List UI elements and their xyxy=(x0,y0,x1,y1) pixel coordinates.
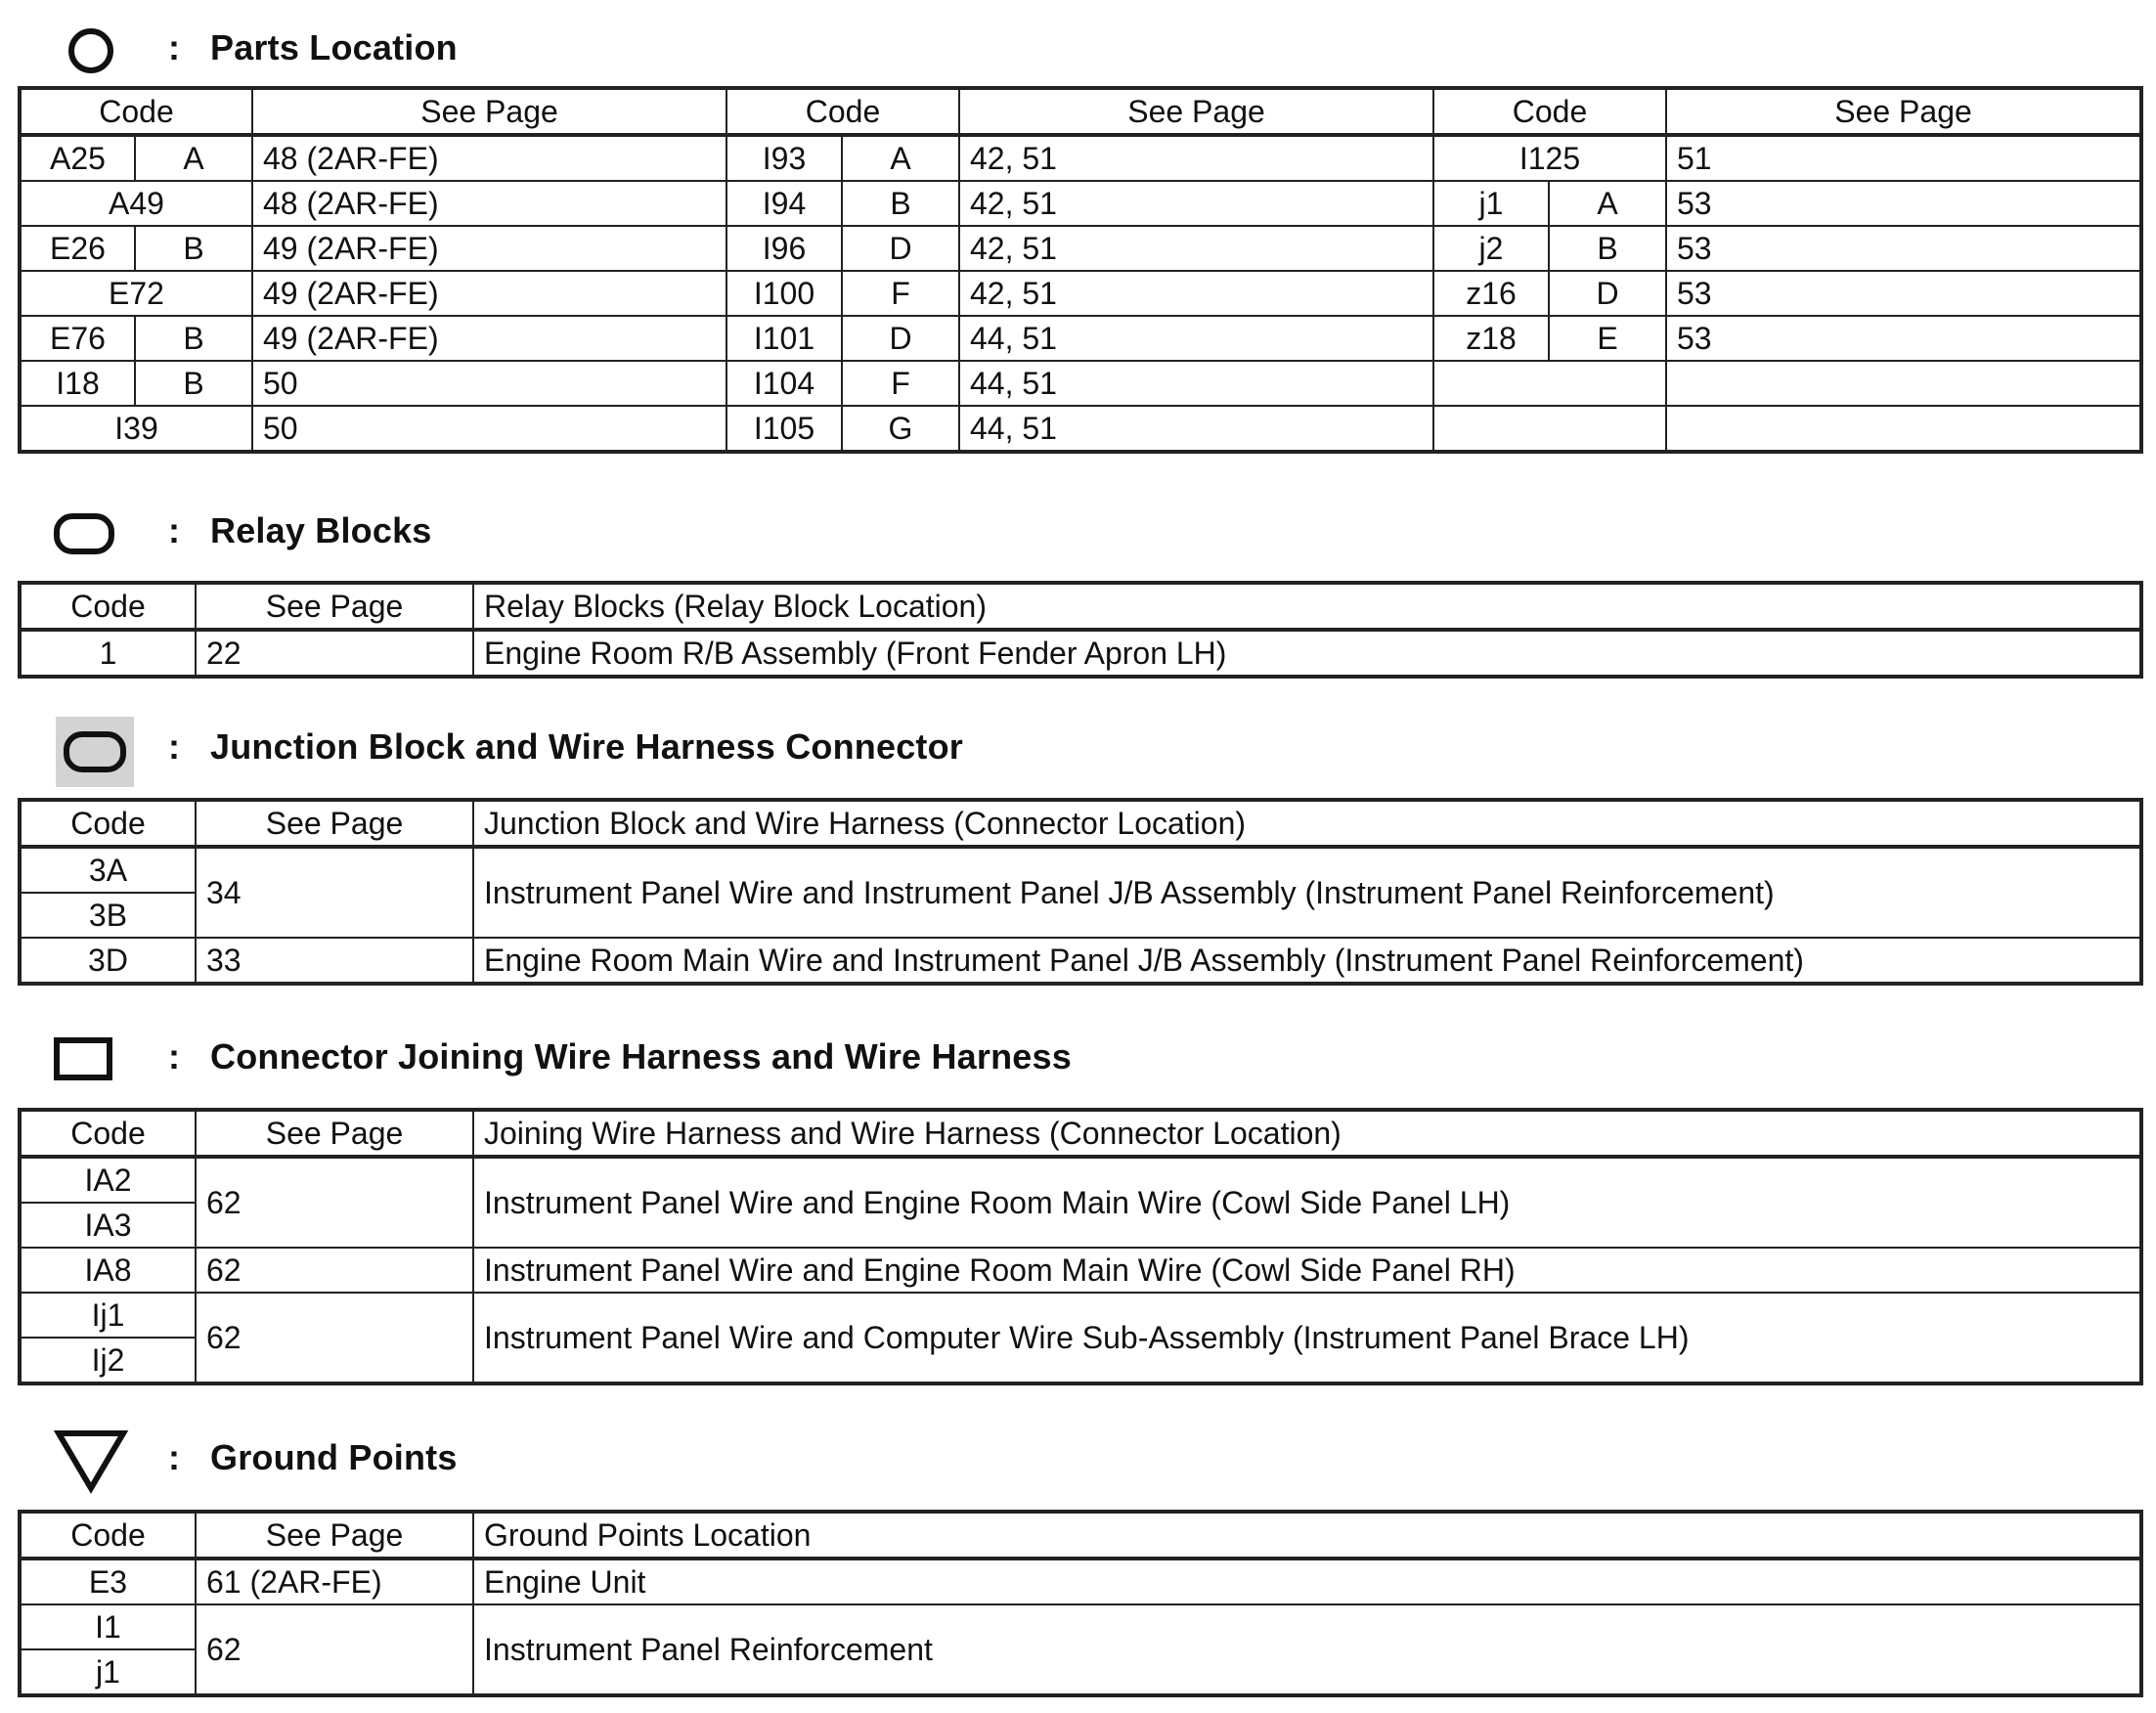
code-cell: IA3 xyxy=(20,1203,196,1248)
page-cell xyxy=(1666,406,2141,452)
sub-cell: E xyxy=(1549,316,1666,361)
table-row xyxy=(20,316,2141,361)
see-page-header: See Page xyxy=(959,88,1433,135)
table-row xyxy=(20,226,2141,271)
sub-cell: A xyxy=(135,135,252,181)
table-row xyxy=(20,938,2141,984)
description-cell: Instrument Panel Reinforcement xyxy=(473,1604,2141,1695)
page-cell: 34 xyxy=(196,847,473,938)
page-cell: 62 xyxy=(196,1293,473,1384)
shaded-rounded-rect-icon xyxy=(54,717,142,785)
page-cell: 42, 51 xyxy=(959,135,1433,181)
description-cell: Instrument Panel Wire and Instrument Panel J/B Assembly (Instrument Panel Reinforcement) xyxy=(473,847,2141,938)
table-row xyxy=(20,1248,2141,1293)
page-cell: 44, 51 xyxy=(959,361,1433,406)
connector-joining-header xyxy=(54,1027,2107,1095)
see-page-header: See Page xyxy=(196,1110,473,1157)
code-cell: I18 xyxy=(20,361,135,406)
description-cell: Instrument Panel Wire and Engine Room Main Wire (Cowl Side Panel RH) xyxy=(473,1248,2141,1293)
code-cell: I96 xyxy=(726,226,842,271)
table-header-row xyxy=(20,1512,2141,1559)
sub-cell: A xyxy=(842,135,959,181)
triangle-down-icon xyxy=(54,1428,142,1496)
section-colon: : xyxy=(168,1036,180,1076)
sub-cell: F xyxy=(842,271,959,316)
sub-cell: F xyxy=(842,361,959,406)
parts-location-table xyxy=(18,86,2143,454)
table-header-row xyxy=(20,583,2141,630)
code-cell: j1 xyxy=(1433,181,1549,226)
page-cell: 53 xyxy=(1666,316,2141,361)
page-cell: 44, 51 xyxy=(959,316,1433,361)
page-cell: 49 (2AR-FE) xyxy=(252,271,726,316)
sub-cell: D xyxy=(842,226,959,271)
code-cell: A25 xyxy=(20,135,135,181)
section-colon: : xyxy=(168,510,180,550)
page-cell: 62 xyxy=(196,1248,473,1293)
code-header: Code xyxy=(20,88,252,135)
code-header: Code xyxy=(726,88,959,135)
ground-points-header xyxy=(54,1428,2107,1496)
parts-location-header xyxy=(54,18,2107,86)
code-header: Code xyxy=(20,1512,196,1559)
section-title: Relay Blocks xyxy=(210,510,432,550)
code-cell: I125 xyxy=(1433,135,1666,181)
table-row xyxy=(20,1559,2141,1604)
table-row xyxy=(20,630,2141,677)
page-cell: 62 xyxy=(196,1604,473,1695)
sub-cell: B xyxy=(1549,226,1666,271)
see-page-header: See Page xyxy=(196,1512,473,1559)
description-cell: Instrument Panel Wire and Computer Wire Sub-Assembly (Instrument Panel Brace LH) xyxy=(473,1293,2141,1384)
code-cell: E3 xyxy=(20,1559,196,1604)
table-row xyxy=(20,181,2141,226)
rounded-rect-icon xyxy=(54,501,142,569)
relay-blocks-table xyxy=(18,581,2143,679)
table-row xyxy=(20,406,2141,452)
page-cell: 50 xyxy=(252,406,726,452)
code-cell: 3A xyxy=(20,847,196,893)
table-row xyxy=(20,1157,2141,1203)
code-header: Code xyxy=(20,583,196,630)
code-cell: I101 xyxy=(726,316,842,361)
page-cell: 48 (2AR-FE) xyxy=(252,135,726,181)
see-page-header: See Page xyxy=(1666,88,2141,135)
sub-cell: D xyxy=(1549,271,1666,316)
code-cell: Ij1 xyxy=(20,1293,196,1338)
code-cell: 1 xyxy=(20,630,196,677)
code-cell: I105 xyxy=(726,406,842,452)
sub-cell: D xyxy=(842,316,959,361)
code-header: Code xyxy=(1433,88,1666,135)
page-cell: 53 xyxy=(1666,271,2141,316)
section-title: Junction Block and Wire Harness Connector xyxy=(210,726,964,767)
description-cell: Engine Unit xyxy=(473,1559,2141,1604)
square-icon xyxy=(54,1027,142,1095)
section-colon: : xyxy=(168,726,180,767)
description-cell: Engine Room Main Wire and Instrument Panel J/B Assembly (Instrument Panel Reinforcement) xyxy=(473,938,2141,984)
code-cell: E26 xyxy=(20,226,135,271)
code-cell xyxy=(1433,406,1666,452)
sub-cell: B xyxy=(135,361,252,406)
ground-points-table xyxy=(18,1510,2143,1697)
table-row xyxy=(20,361,2141,406)
code-cell: I104 xyxy=(726,361,842,406)
code-cell: z16 xyxy=(1433,271,1549,316)
description-header: Relay Blocks (Relay Block Location) xyxy=(473,583,2141,630)
description-header: Ground Points Location xyxy=(473,1512,2141,1559)
page-cell: 44, 51 xyxy=(959,406,1433,452)
code-cell: E76 xyxy=(20,316,135,361)
junction-block-table xyxy=(18,798,2143,986)
code-cell: I93 xyxy=(726,135,842,181)
page-cell: 42, 51 xyxy=(959,271,1433,316)
code-cell: j2 xyxy=(1433,226,1549,271)
code-cell: I94 xyxy=(726,181,842,226)
section-title: Ground Points xyxy=(210,1437,458,1477)
code-cell xyxy=(1433,361,1666,406)
page-cell xyxy=(1666,361,2141,406)
code-cell: I39 xyxy=(20,406,252,452)
see-page-header: See Page xyxy=(196,583,473,630)
code-cell: I100 xyxy=(726,271,842,316)
sub-cell: A xyxy=(1549,181,1666,226)
description-cell: Instrument Panel Wire and Engine Room Main Wire (Cowl Side Panel LH) xyxy=(473,1157,2141,1248)
description-header: Junction Block and Wire Harness (Connector Location) xyxy=(473,800,2141,847)
page-cell: 42, 51 xyxy=(959,226,1433,271)
relay-blocks-header xyxy=(54,501,2107,569)
table-row xyxy=(20,1293,2141,1338)
section-title: Connector Joining Wire Harness and Wire Harness xyxy=(210,1036,1072,1076)
description-header: Joining Wire Harness and Wire Harness (Connector Location) xyxy=(473,1110,2141,1157)
code-cell: 3B xyxy=(20,893,196,938)
sub-cell: B xyxy=(135,316,252,361)
code-cell: z18 xyxy=(1433,316,1549,361)
sub-cell: B xyxy=(842,181,959,226)
table-row xyxy=(20,1604,2141,1649)
code-cell: 3D xyxy=(20,938,196,984)
code-header: Code xyxy=(20,1110,196,1157)
code-cell: I1 xyxy=(20,1604,196,1649)
table-header-row xyxy=(20,1110,2141,1157)
section-colon: : xyxy=(168,27,180,67)
page-cell: 51 xyxy=(1666,135,2141,181)
see-page-header: See Page xyxy=(252,88,726,135)
circle-icon xyxy=(54,18,142,86)
table-row xyxy=(20,135,2141,181)
page-cell: 49 (2AR-FE) xyxy=(252,316,726,361)
page-cell: 61 (2AR-FE) xyxy=(196,1559,473,1604)
section-title: Parts Location xyxy=(210,27,458,67)
page-cell: 42, 51 xyxy=(959,181,1433,226)
page-cell: 50 xyxy=(252,361,726,406)
page-cell: 62 xyxy=(196,1157,473,1248)
page-cell: 48 (2AR-FE) xyxy=(252,181,726,226)
code-header: Code xyxy=(20,800,196,847)
page-cell: 49 (2AR-FE) xyxy=(252,226,726,271)
page-cell: 33 xyxy=(196,938,473,984)
table-header-row xyxy=(20,800,2141,847)
junction-block-header xyxy=(54,717,2107,785)
see-page-header: See Page xyxy=(196,800,473,847)
code-cell: E72 xyxy=(20,271,252,316)
code-cell: j1 xyxy=(20,1649,196,1695)
page-cell: 53 xyxy=(1666,181,2141,226)
table-row xyxy=(20,847,2141,893)
connector-joining-table xyxy=(18,1108,2143,1385)
code-cell: IA2 xyxy=(20,1157,196,1203)
sub-cell: B xyxy=(135,226,252,271)
table-row xyxy=(20,271,2141,316)
table-header-row xyxy=(20,88,2141,135)
page-cell: 22 xyxy=(196,630,473,677)
description-cell: Engine Room R/B Assembly (Front Fender Apron LH) xyxy=(473,630,2141,677)
code-cell: Ij2 xyxy=(20,1338,196,1384)
code-cell: A49 xyxy=(20,181,252,226)
page-cell: 53 xyxy=(1666,226,2141,271)
code-cell: IA8 xyxy=(20,1248,196,1293)
section-colon: : xyxy=(168,1437,180,1477)
sub-cell: G xyxy=(842,406,959,452)
